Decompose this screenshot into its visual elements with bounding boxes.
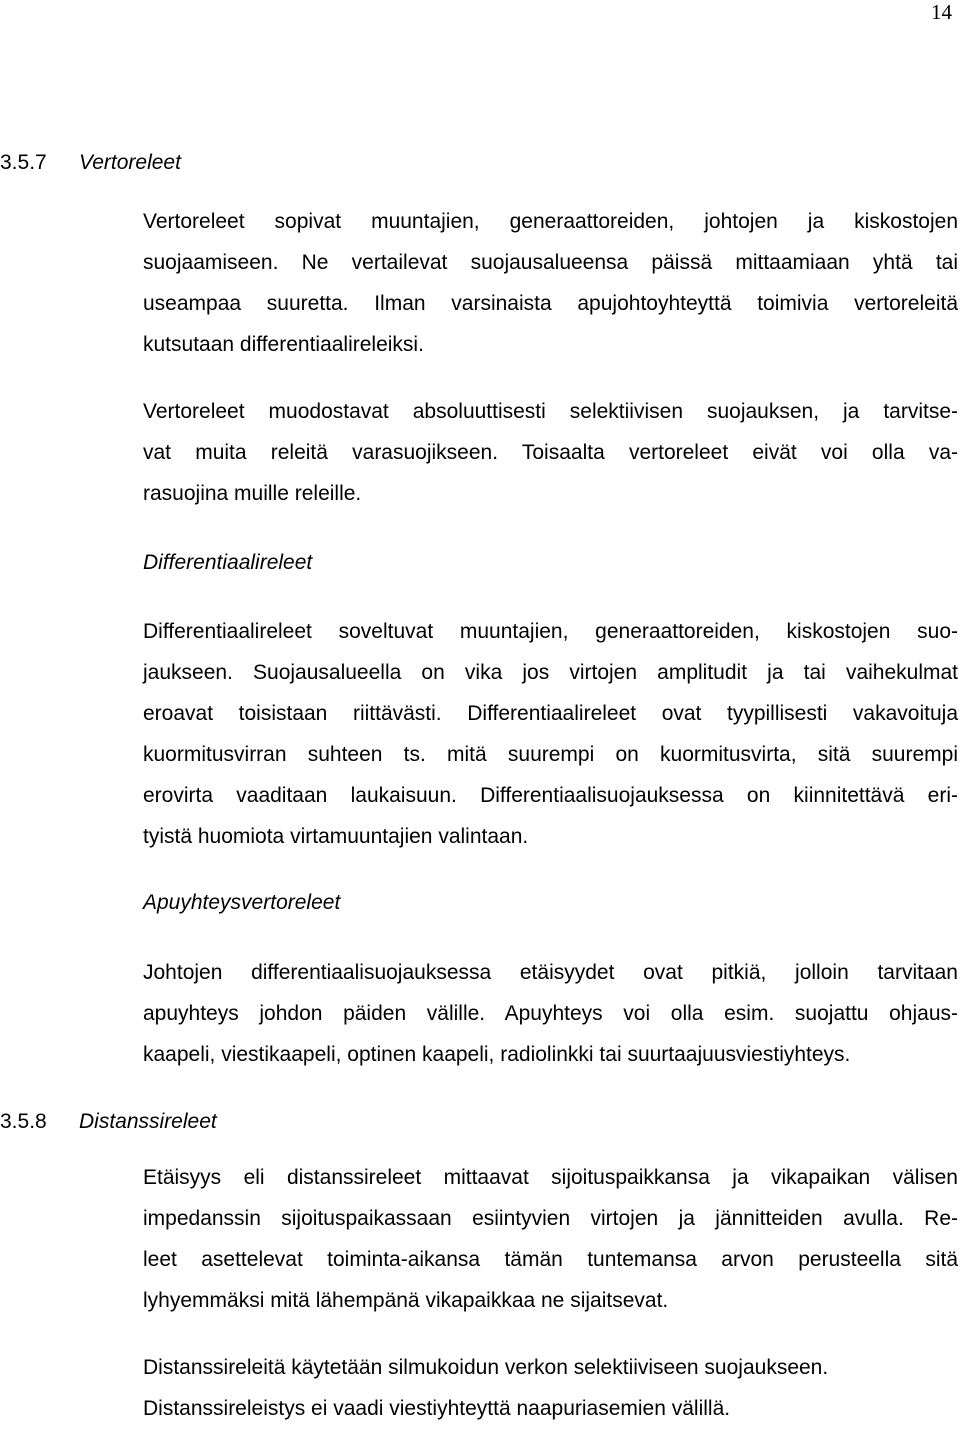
text-line: Vertoreleet sopivat muuntajien, generaattoreiden, johtojen ja kiskostojen	[143, 210, 958, 233]
text-line: suojaamiseen. Ne vertailevat suojausalueensa päissä mittaamiaan yhtä tai	[143, 251, 958, 274]
text-line: kutsutaan differentiaalireleiksi.	[143, 333, 424, 356]
text-line: Distanssireleistys ei vaadi viestiyhteyttä naapuriasemien välillä.	[143, 1397, 731, 1420]
text-line: eroavat toisistaan riittävästi. Differentiaalireleet ovat tyypillisesti vakavoituja	[143, 702, 958, 725]
paragraph-differentiaalireleet	[143, 611, 958, 857]
paragraph-vertoreleet-selectivity	[143, 391, 958, 514]
text-line: impedanssin sijoituspaikassaan esiintyvien virtojen ja jännitteiden avulla. Re-	[143, 1207, 958, 1230]
section-heading-3-5-8	[0, 1110, 217, 1134]
text-line: kuormitusvirran suhteen ts. mitä suurempi on kuormitusvirta, sitä suurempi	[143, 743, 958, 766]
paragraph-distanssireleet-intro	[143, 1157, 958, 1321]
page-number: 14	[931, 0, 952, 24]
text-line: Differentiaalireleet soveltuvat muuntajien, generaattoreiden, kiskostojen suo-	[143, 620, 958, 643]
text-line: useampaa suuretta. Ilman varsinaista apujohtoyhteyttä toimivia vertoreleitä	[143, 292, 958, 315]
text-line: jaukseen. Suojausalueella on vika jos virtojen amplitudit ja tai vaihekulmat	[143, 661, 958, 684]
text-line: lyhyemmäksi mitä lähempänä vikapaikkaa ne sijaitsevat.	[143, 1289, 669, 1312]
text-line: tyistä huomiota virtamuuntajien valintaan.	[143, 825, 529, 848]
text-line: rasuojina muille releille.	[143, 482, 362, 505]
text-line: Vertoreleet muodostavat absoluuttisesti selektiivisen suojauksen, ja tarvitse-	[143, 400, 958, 423]
section-number: 3.5.8	[0, 1110, 47, 1133]
text-line: Johtojen differentiaalisuojauksessa etäisyydet ovat pitkiä, jolloin tarvitaan	[143, 961, 958, 984]
text-line: Etäisyys eli distanssireleet mittaavat sijoituspaikkansa ja vikapaikan välisen	[143, 1166, 958, 1189]
text-line: Distanssireleitä käytetään silmukoidun verkon selektiiviseen suojaukseen.	[143, 1356, 829, 1379]
text-line: leet asettelevat toiminta-aikansa tämän tuntemansa arvon perusteella sitä	[143, 1248, 958, 1271]
section-title: Vertoreleet	[79, 151, 181, 174]
section-number: 3.5.7	[0, 151, 47, 174]
paragraph-vertoreleet-intro	[143, 201, 958, 365]
text-line: apuyhteys johdon päiden välille. Apuyhteys voi olla esim. suojattu ohjaus-	[143, 1002, 958, 1025]
section-heading-3-5-7	[0, 151, 181, 175]
text-line: kaapeli, viestikaapeli, optinen kaapeli, radiolinkki tai suurtaajuusviestiyhteys.	[143, 1043, 851, 1066]
text-line: vat muita releitä varasuojikseen. Toisaalta vertoreleet eivät voi olla va-	[143, 441, 958, 464]
section-title: Distanssireleet	[79, 1110, 217, 1133]
paragraph-distanssireleet-usage	[143, 1347, 958, 1429]
paragraph-apuyhteysvertoreleet	[143, 952, 958, 1075]
subheading-differentiaalireleet: Differentiaalireleet	[143, 551, 313, 574]
subheading-apuyhteysvertoreleet: Apuyhteysvertoreleet	[143, 891, 341, 914]
text-line: erovirta vaaditaan laukaisuun. Differentiaalisuojauksessa on kiinnitettävä eri-	[143, 784, 958, 807]
